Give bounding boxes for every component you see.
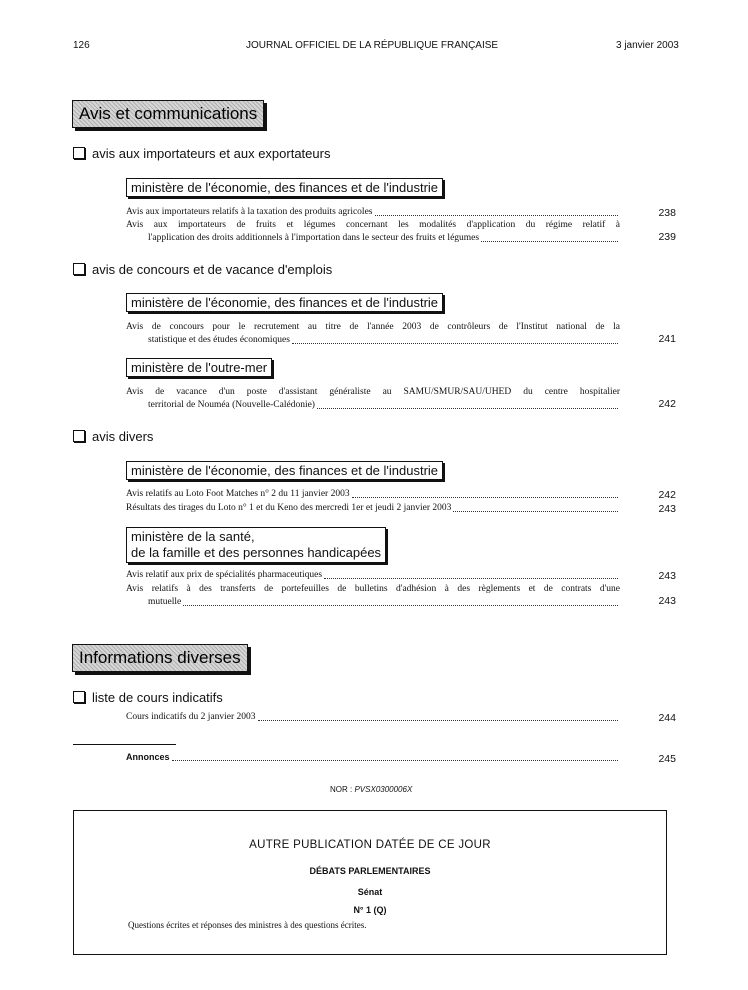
category-title: avis divers (92, 429, 154, 444)
publication-title: AUTRE PUBLICATION DATÉE DE CE JOUR (249, 839, 491, 851)
page-ref: 243 (658, 503, 676, 515)
publication-number: N° 1 (Q) (353, 905, 387, 915)
ministry-box: ministère de l'économie, des finances et de l'industrie (126, 178, 443, 197)
page-ref: 244 (658, 712, 676, 724)
separator-rule (73, 744, 176, 745)
checkbox-bullet-icon (73, 430, 85, 442)
page-ref: 242 (658, 489, 676, 501)
page-ref: 242 (658, 398, 676, 410)
section-banner-avis: Avis et communications (72, 100, 264, 128)
page-ref: 241 (658, 333, 676, 345)
entry-text: Avis de concours pour le recrutement au titre de l'année 2003 de contrôleurs de l'Institut national de la (126, 322, 620, 332)
entry-text: Avis aux importateurs de fruits et légumes concernant les modalités d'application du régime relatif à (126, 220, 620, 230)
publication-description: Questions écrites et réponses des ministres à des questions écrites. (128, 920, 367, 930)
publication-subtitle: DÉBATS PARLEMENTAIRES (309, 866, 431, 876)
page-ref: 238 (658, 207, 676, 219)
leader-dots (481, 241, 618, 242)
entry-text-cont: statistique et des études économiques (148, 335, 290, 345)
leader-dots (324, 578, 618, 579)
leader-dots (453, 511, 618, 512)
other-publication-box (73, 810, 667, 955)
toc-entry[interactable] (126, 219, 620, 245)
category-title: avis aux importateurs et aux exportateurs (92, 146, 331, 161)
toc-entry[interactable] (126, 583, 620, 609)
leader-dots (172, 760, 618, 761)
toc-entry[interactable] (126, 206, 620, 219)
ministry-line: de la famille et des personnes handicapées (131, 545, 382, 560)
ministry-line: ministère de la santé, (131, 529, 255, 544)
category-heading (73, 690, 223, 705)
entry-text: Avis aux importateurs relatifs à la taxation des produits agricoles (126, 207, 373, 217)
header-date: 3 janvier 2003 (616, 40, 679, 51)
leader-dots (375, 215, 619, 216)
page-ref: 239 (658, 231, 676, 243)
toc-entry[interactable] (126, 321, 620, 347)
checkbox-bullet-icon (73, 263, 85, 275)
toc-entry[interactable] (126, 502, 620, 515)
entry-text-cont: mutuelle (148, 597, 182, 607)
page-number: 126 (73, 40, 90, 51)
section-banner-infos: Informations diverses (72, 644, 248, 672)
nor-code: PVSX0300006X (354, 785, 413, 794)
entry-text: Annonces (126, 752, 170, 762)
toc-entry[interactable] (126, 488, 620, 501)
entry-text: Cours indicatifs du 2 janvier 2003 (126, 712, 256, 722)
ministry-box: ministère de l'outre-mer (126, 358, 272, 377)
ministry-box: ministère de l'économie, des finances et de l'industrie (126, 461, 443, 480)
entry-text-cont: l'application des droits additionnels à l'importation dans le secteur des fruits et légumes (148, 233, 480, 243)
category-heading (73, 262, 332, 277)
page-ref: 243 (658, 595, 676, 607)
checkbox-bullet-icon (73, 691, 85, 703)
leader-dots (183, 605, 618, 606)
entry-text: Avis relatif aux prix de spécialités pharmaceutiques (126, 570, 323, 580)
ministry-box: ministère de l'économie, des finances et de l'industrie (126, 293, 443, 312)
leader-dots (352, 497, 618, 498)
toc-entry[interactable] (126, 569, 620, 582)
entry-text: Avis relatifs à des transferts de portefeuilles de bulletins d'adhésion à des règlements et de contrats d'une (126, 584, 620, 594)
publication-chamber: Sénat (357, 887, 383, 897)
category-title: liste de cours indicatifs (92, 690, 223, 705)
ministry-box (126, 527, 386, 563)
entry-text: Avis relatifs au Loto Foot Matches n° 2 du 11 janvier 2003 (126, 489, 350, 499)
entry-text-cont: territorial de Nouméa (Nouvelle-Calédonie) (148, 400, 315, 410)
nor-reference (330, 785, 412, 794)
leader-dots (317, 408, 618, 409)
entry-text: Avis de vacance d'un poste d'assistant généraliste au SAMU/SMUR/SAU/UHED du centre hospitalier (126, 387, 620, 397)
nor-label: NOR : (330, 785, 353, 794)
page-ref: 245 (658, 753, 676, 765)
toc-entry-annonces[interactable] (126, 751, 620, 764)
toc-entry[interactable] (126, 386, 620, 412)
category-title: avis de concours et de vacance d'emplois (92, 262, 333, 277)
leader-dots (258, 720, 618, 721)
checkbox-bullet-icon (73, 147, 85, 159)
category-heading (73, 429, 153, 444)
journal-title: JOURNAL OFFICIEL DE LA RÉPUBLIQUE FRANÇAISE (246, 40, 499, 51)
toc-entry[interactable] (126, 711, 620, 724)
leader-dots (292, 343, 618, 344)
page-ref: 243 (658, 570, 676, 582)
category-heading (73, 146, 330, 161)
entry-text: Résultats des tirages du Loto n° 1 et du Keno des mercredi 1er et jeudi 2 janvier 2003 (126, 503, 452, 513)
